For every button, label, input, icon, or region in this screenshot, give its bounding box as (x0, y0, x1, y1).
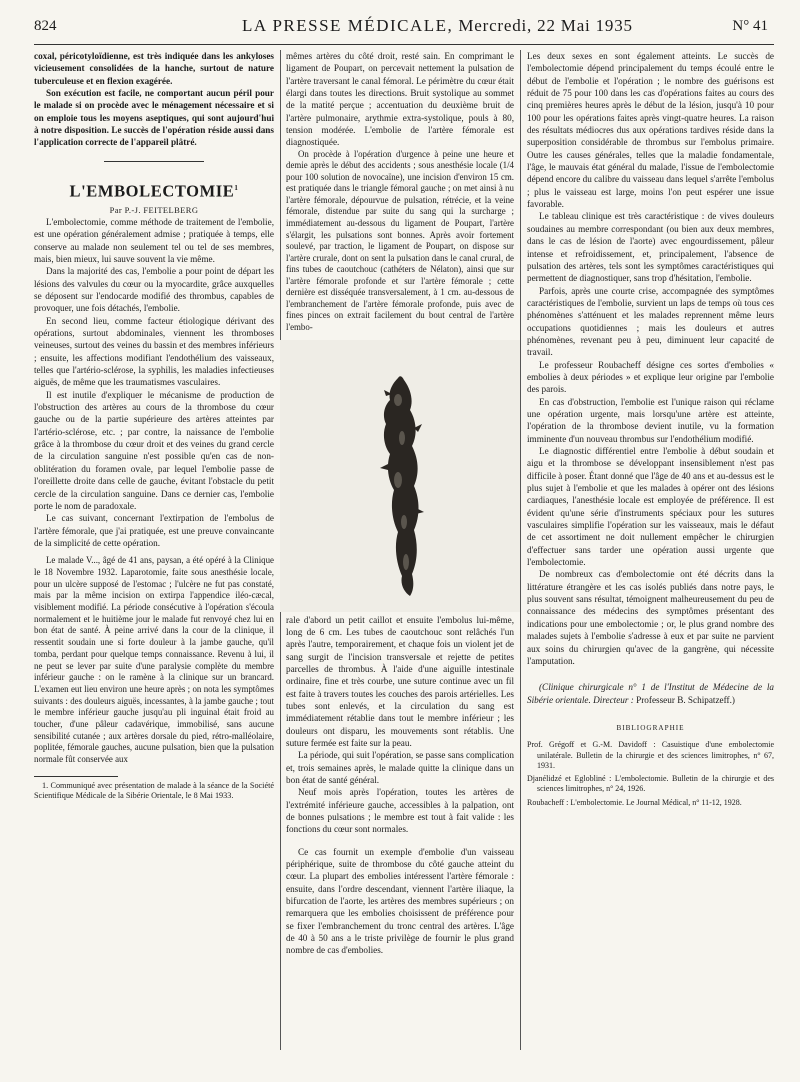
column-2 (286, 50, 514, 957)
body-paragraph: L'embolectomie, comme méthode de traitement de l'embolie, est une opération généralement admise ; pratiquée à temps, elle conserve au malade non seulement tel ou tel de ses membres, mais, bien mieux, lui sauve souvent la vie même. (34, 216, 274, 264)
footnote-rule (34, 776, 118, 777)
article-title (34, 181, 274, 201)
column-1 (34, 50, 274, 802)
body-paragraph: En second lieu, comme facteur étiologique dérivant des opérations, surtout abdominales, viennent les thromboses veineuses, surtout des veines du bassin et des membres inférieurs ; ensuite, les affections modifiant l'endothélium des vaisseaux, telles que l'artério-sclérose, la syphilis, les maladies infectieuses aiguës, de même que les traumatismes vasculaires. (34, 315, 274, 388)
bibliography-entry: Djanélidzé et Eglobliné : L'embolectomie. Bulletin de la chirurgie et des sciences limitrophes, n° 24, 1926. (527, 774, 774, 794)
bibliography-entry: Prof. Grégoff et G.-M. Davidoff : Casuistique d'une embolectomie unilatérale. Bulletin de la chirurgie et des sciences limitrophes, n° 67, 1931. (527, 740, 774, 770)
page-header (34, 16, 774, 40)
journal-masthead (242, 16, 633, 36)
bibliography-entry: Roubacheff : L'embolectomie. Le Journal Médical, n° 11-12, 1928. (527, 797, 742, 807)
affiliation (527, 681, 774, 706)
body-paragraph: Neuf mois après l'opération, toutes les artères de l'extrémité inférieure gauche, accessibles à la palpation, ont de bonnes pulsations ; le membre est tout à fait valide : les fonctions du cœur sont normales. (286, 787, 514, 835)
issue-date: Mercredi, 22 Mai 1935 (458, 16, 633, 35)
body-paragraph: Le professeur Roubacheff désigne ces sortes d'embolies « embolies à deux périodes » et explique leur origine par l'embolie des parois. (527, 359, 774, 395)
affiliation-director: Professeur B. Schipatzeff.) (636, 694, 735, 705)
column-rule-2 (520, 50, 521, 1050)
body-paragraph: Le cas suivant, concernant l'extirpation de l'embolus de l'artère fémorale, que j'ai pratiquée, est une preuve convaincante de la simplicité de cette opération. (34, 513, 274, 548)
body-paragraph: Parfois, après une courte crise, accompagnée des symptômes caractéristiques de l'embolie, survient un laps de temps où tous ces phénomènes s'atténuent et les malades reprennent même leurs occupations quotidiennes ; mais les douleurs et autres phénomènes, revenant peu à peu, diminuent leur capacité de travail. (527, 285, 774, 358)
issue-number: N° 41 (732, 18, 768, 34)
body-paragraph: De nombreux cas d'embolectomie ont été décrits dans la littérature étrangère et les cas isolés publiés dans notre pays, le plus souvent sans résultat, témoignent malheureusement du peu de connaissance des médecins des symptômes présentant des indications pour une embolectomie ; or, le plus grand nombre des malades sujets à l'embolie s'adresse à eux et par suite ne parvient aux soins du chirurgien qu'avec de la gangrène, qui nécessite l'amputation. (527, 569, 774, 666)
bibliography-heading: BIBLIOGRAPHIE (616, 723, 685, 732)
body-paragraph: Le tableau clinique est très caractéristique : de vives douleurs soudaines au membre correspondant (ou bien aux deux membres, dans le cas de lésion de l'aorte) avec engourdissement, pâleur intense et refroidissement, et, principalement, l'absence de pulsation des artères, tels sont les symptômes caractéristiques qui permettent de diagnostiquer, sans trop d'hésitation, l'embolie. (527, 211, 774, 284)
procedure-paragraph: On procède à l'opération d'urgence à peine une heure et demie après le début des accidents ; sous anesthésie locale (1/4 pour 100 solution de novocaïne), une incision d'environ 15 cm. est pratiquée dans le triangle fémoral gauche ; on met ainsi à nu l'artère fémorale, dépourvue de pulsation, rétrécie, et la veine fémorale, distendue par suite du sang qui la surcharge ; immédiatement au-dessous du ligament de Poupart, l'artère s'élargit, les pulsations sont bonnes. Après avoir fortement soulevé, par traction, le ligament de Poupart, on dispose sur l'artère crurale, dont on sent la pulsation dans le canal crural, de fins tubes de caoutchouc (cathéters de Nélaton), ainsi que sur l'artère fémorale profonde et sur l'artère fémorale ; cette dernière est disséquée transversalement, à 1 cm. au-dessous de l'embranchement de l'artère fémorale profonde, puis avec de fines pinces on extrait facilement du bout central de l'artère l'embo- (286, 148, 514, 332)
body-paragraph: rale d'abord un petit caillot et ensuite l'embolus lui-même, long de 6 cm. Les tubes de caoutchouc sont relâchés l'un après l'autre, temporairement, et chaque fois un violent jet de sang surgit de l'incision transversale et rejette de petites parcelles de thrombus. À l'aide d'une aiguille intestinale ordinaire, fine et très courbe, une suture continue avec un fil est faite à travers toutes les couches des parois artérielles. Les tubes sont enlevés, et la circulation du sang est immédiatement rétablie dans tout le membre inférieur ; les douleurs ont disparu, les mouvements sont rétablis. Une suture fermée est faite sur la peau. (286, 614, 514, 748)
page-number: 824 (34, 18, 57, 34)
header-rule (34, 44, 774, 45)
affiliation-text: (Clinique chirurgicale n° 1 de l'Institut de Médecine de la Sibérie orientale. Directeur : (527, 682, 774, 705)
body-paragraph: Il est inutile d'expliquer le mécanisme de production de l'obstruction des artères au cours de la thrombose du cœur gauche ou de la partie supérieure des artères atteintes par l'artério-sclérose, etc. ; par contre, la naissance de l'embolie grâce à la thrombose du cœur droit et des veines du grand cercle de la circulation sanguine n'est possible qu'en cas de non-oblitération du foramen ovale, par lequel l'embolie passe de l'oreillette droite dans celle de gauche, évitant l'obstacle du petit cercle de la circulation sanguine. Dans ce dernier cas, l'embolie porte le nom de paradoxale. (34, 389, 274, 511)
body-paragraph: Le diagnostic différentiel entre l'embolie à début soudain et aigu et la thrombose se développant insensiblement n'est pas difficile à poser. Étant donné que l'âge de 40 ans et au-dessus est le plus sujet à l'embolie et que les malades à opérer ont des lésions cardiaques, l'anesthésie locale est employée de préférence. Il est évident qu'une série d'instruments spéciaux pour les sutures vasculaires simplifie l'opération sur les vaisseaux, mais le défaut de cet assortiment ne doit nullement empêcher le chirurgien d'effectuer sans tarder une opération aussi urgente que l'embolectomie. (527, 446, 774, 568)
footnote: 1. Communiqué avec présentation de malade à la séance de la Société Scientifique Médicale de la Sibérie Orientale, le 8 Mai 1933. (34, 780, 274, 801)
prev-article-continued-2: Son exécution est facile, ne comportant aucun péril pour le malade si on procède avec le ménagement nécessaire et si on emploie tous les moyens aseptiques, qui sont aujourd'hui à notre disposition. Le succès de l'opération réside aussi dans l'application correcte de l'appareil plâtré. (34, 88, 274, 148)
title-footnote-marker: 1 (234, 183, 239, 192)
prev-article-continued-1: coxal, péricotyloïdienne, est très indiquée dans les ankyloses vicieusement consolidées de la hanche, surtout de nature tuberculeuse et en flexion exagérée. (34, 51, 274, 86)
embolus-photograph (280, 340, 520, 612)
column-3 (527, 50, 774, 811)
body-paragraph: Les deux sexes en sont également atteints. Le succès de l'embolectomie dépend principalement du temps écoulé entre le début de l'embolie et l'opération ; le nombre des guérisons est réduit de 75 pour 100 dans les cas d'opérations faites au cours des cinq premières heures après le début de la lésion, jusqu'à 10 pour 100 pour les opérations faites après vingt-quatre heures. La raison des résultats médiocres dus aux opérations tardives réside dans la superposition considérable de thrombus sur l'embolus primaire. Outre les causes générales, telles que la maladie fondamentale, l'âge, le mauvais état général du malade, l'issue de l'embolectomie dépend encore du calibre du vaisseau dans lequel s'arrête l'embolus ; plus le vaisseau est large, moins l'on peut espérer une issue favorable. (527, 51, 774, 210)
journal-name: LA PRESSE MÉDICALE, (242, 16, 454, 35)
body-paragraph: Ce cas fournit un exemple d'embolie d'un vaisseau périphérique, suite de thrombose du côté gauche atteint du cœur. La plupart des embolies intéressent l'artère fémorale : ensuite, dans l'ordre descendant, viennent l'artère iliaque, la bifurcation de l'aorte, les artères des membres supérieurs ; on remarquera que les embolies choisissent de préférence pour se fixer l'embranchement du tronc central des artères. L'âge de 40 à 50 ans a le triste privilège de fournir le plus grand nombre de cas d'embolies. (286, 846, 514, 956)
article-separator-rule (104, 161, 204, 162)
article-title-text: L'EMBOLECTOMIE (69, 181, 235, 201)
embolus-specimen-image (280, 340, 520, 612)
body-paragraph: Dans la majorité des cas, l'embolie a pour point de départ les lésions des valvules du cœur ou la myocardite, grâce auxquelles se déposent sur l'endocarde modifié des thrombus, capables de provoquer, une fois détachés, l'embolie. (34, 266, 274, 314)
body-paragraph: En cas d'obstruction, l'embolie est l'unique raison qui réclame une opération urgente, mais lorsqu'une artère est atteinte, l'opération de la thrombose devient inutile, vu la formation imminente d'un nouveau thrombus sur l'endothélium modifié. (527, 396, 774, 444)
body-paragraph: La période, qui suit l'opération, se passe sans complication et, trois semaines après, le malade quitte la clinique dans un bon état de santé général. (286, 750, 514, 785)
article-byline: Par P.-J. FEITELBERG (109, 204, 199, 215)
body-paragraph: mêmes artères du côté droit, resté sain. En comprimant le ligament de Poupart, on percevait nettement la pulsation de l'artère traversant le canal fémoral. Le périmètre du cœur était élargi dans toutes les directions. Bruit systolique au sommet de la matité perçue ; accentuation du deuxième bruit de l'artère pulmonaire, arythmie extra-systolique, pouls à 80, tension modérée. L'embolie de l'artère fémorale est diagnostiquée. (286, 51, 514, 148)
case-report-paragraph: Le malade V..., âgé de 41 ans, paysan, a été opéré à la Clinique le 18 Novembre 1932. Laparotomie, faite sous anesthésie locale, pour un ulcère supposé de l'estomac ; l'ulcère ne fut pas constaté, mais par la même incision on extirpa l'appendice iléo-cæcal, visiblement modifié. La période consécutive à l'opération s'écoula normalement et le huitième jour le malade fut renvoyé chez lui en bon état de santé. À peine arrivé dans la cour de la clinique, il ressentit soudain une si forte douleur à la jambe gauche, qu'il tomba, perdant pour quelque temps connaissance. Revenu à lui, il ne peut se lever par suite d'une paralysie complète du membre inférieur gauche : on le ramène à la clinique sur un brancard. L'examen eut lieu environ une heure après ; on nota les symptômes suivants : des douleurs aiguës, incessantes, à la jambe gauche ; tout le membre inférieur gauche jusqu'au pli inguinal était froid au toucher, d'une pâleur cadavérique, immobilisé, sans aucune sensibilité cutanée ; aux artères dorsale du pied, rétro-malléolaire, poplitée, fémorale gauches, aucune pulsation, bien que la pulsation normale fût conservée aux (34, 555, 274, 765)
